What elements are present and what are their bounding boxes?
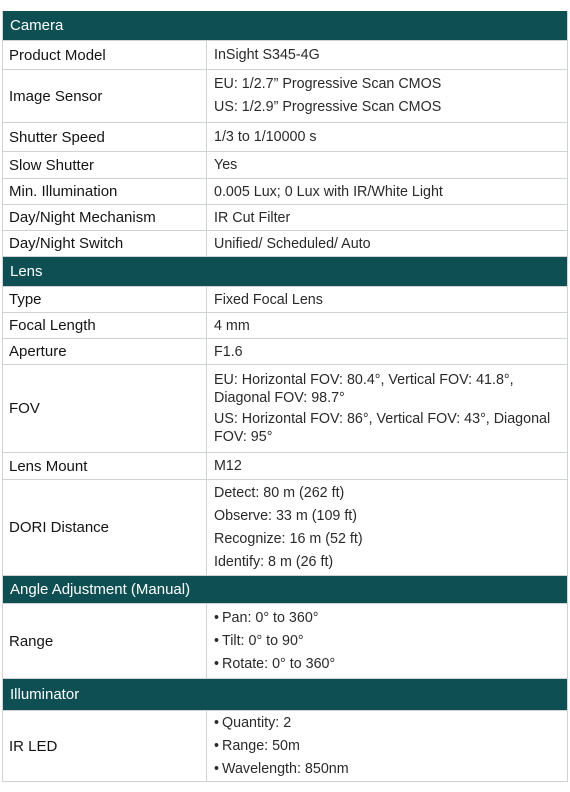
spec-label: Day/Night Switch	[3, 231, 207, 256]
spec-label: Range	[3, 604, 207, 678]
spec-row-range	[3, 604, 567, 679]
spec-value: 1/3 to 1/10000 s	[214, 129, 317, 145]
bullet-item: • Wavelength: 850nm	[214, 758, 563, 781]
bullet-item: • Rotate: 0° to 360°	[214, 653, 563, 676]
spec-value: M12	[214, 458, 242, 474]
spec-label: Shutter Speed	[3, 123, 207, 151]
spec-row-product-model	[3, 41, 567, 70]
spec-row-fov	[3, 365, 567, 453]
spec-value: Yes	[214, 157, 238, 173]
spec-value: Detect: 80 m (262 ft) Observe: 33 m (109 ft) Recognize: 16 m (52 ft) Identify: 8 m (26 ft)	[214, 484, 363, 570]
spec-row-ir-led	[3, 711, 567, 782]
spec-label: FOV	[3, 365, 207, 452]
bullet-item: • Pan: 0° to 360°	[214, 607, 563, 630]
spec-value: 0.005 Lux; 0 Lux with IR/White Light	[214, 183, 443, 200]
spec-row-lens-mount	[3, 453, 567, 480]
spec-label: Product Model	[3, 41, 207, 69]
spec-label: DORI Distance	[3, 480, 207, 575]
section-header-illuminator	[3, 679, 567, 711]
bullet-item: • Quantity: 2	[214, 712, 563, 735]
spec-label: Slow Shutter	[3, 152, 207, 178]
spec-label: Image Sensor	[3, 70, 207, 122]
spec-row-day-night-switch	[3, 231, 567, 257]
spec-row-type	[3, 287, 567, 313]
spec-value	[207, 604, 567, 678]
spec-value: 4 mm	[214, 317, 250, 334]
spec-row-dori-distance	[3, 480, 567, 576]
section-title: Illuminator	[10, 686, 80, 703]
spec-label: Lens Mount	[3, 453, 207, 479]
spec-label: Aperture	[3, 339, 207, 364]
spec-row-min-illumination	[3, 179, 567, 205]
spec-row-shutter-speed	[3, 123, 567, 152]
spec-label: IR LED	[3, 711, 207, 781]
spec-table	[2, 11, 568, 782]
spec-row-focal-length	[3, 313, 567, 339]
spec-row-day-night-mechanism	[3, 205, 567, 231]
spec-value: IR Cut Filter	[214, 209, 291, 226]
spec-value: Fixed Focal Lens	[214, 291, 323, 308]
section-header-angle-adjustment	[3, 576, 567, 604]
section-header-camera	[3, 11, 567, 41]
spec-row-slow-shutter	[3, 152, 567, 179]
spec-value: Unified/ Scheduled/ Auto	[214, 235, 371, 252]
spec-value	[207, 711, 567, 781]
bullet-item: • Tilt: 0° to 90°	[214, 630, 563, 653]
spec-row-image-sensor	[3, 70, 567, 123]
spec-label: Min. Illumination	[3, 179, 207, 204]
section-title: Angle Adjustment (Manual)	[10, 581, 191, 598]
spec-label: Type	[3, 287, 207, 312]
spec-label: Focal Length	[3, 313, 207, 338]
spec-label: Day/Night Mechanism	[3, 205, 207, 230]
spec-value: EU: 1/2.7” Progressive Scan CMOS US: 1/2.9” Progressive Scan CMOS	[214, 76, 442, 115]
section-title: Lens	[10, 263, 43, 280]
section-header-lens	[3, 257, 567, 287]
spec-value: F1.6	[214, 343, 243, 360]
bullet-item: • Range: 50m	[214, 735, 563, 758]
spec-row-aperture	[3, 339, 567, 365]
spec-value: InSight S345-4G	[214, 47, 320, 63]
spec-value: EU: Horizontal FOV: 80.4°, Vertical FOV: 41.8°, Diagonal FOV: 98.7° US: Horizontal FOV: 86°, Vertical FOV: 43°, Diagonal FOV: 95°	[214, 372, 551, 445]
section-title: Camera	[10, 17, 64, 34]
